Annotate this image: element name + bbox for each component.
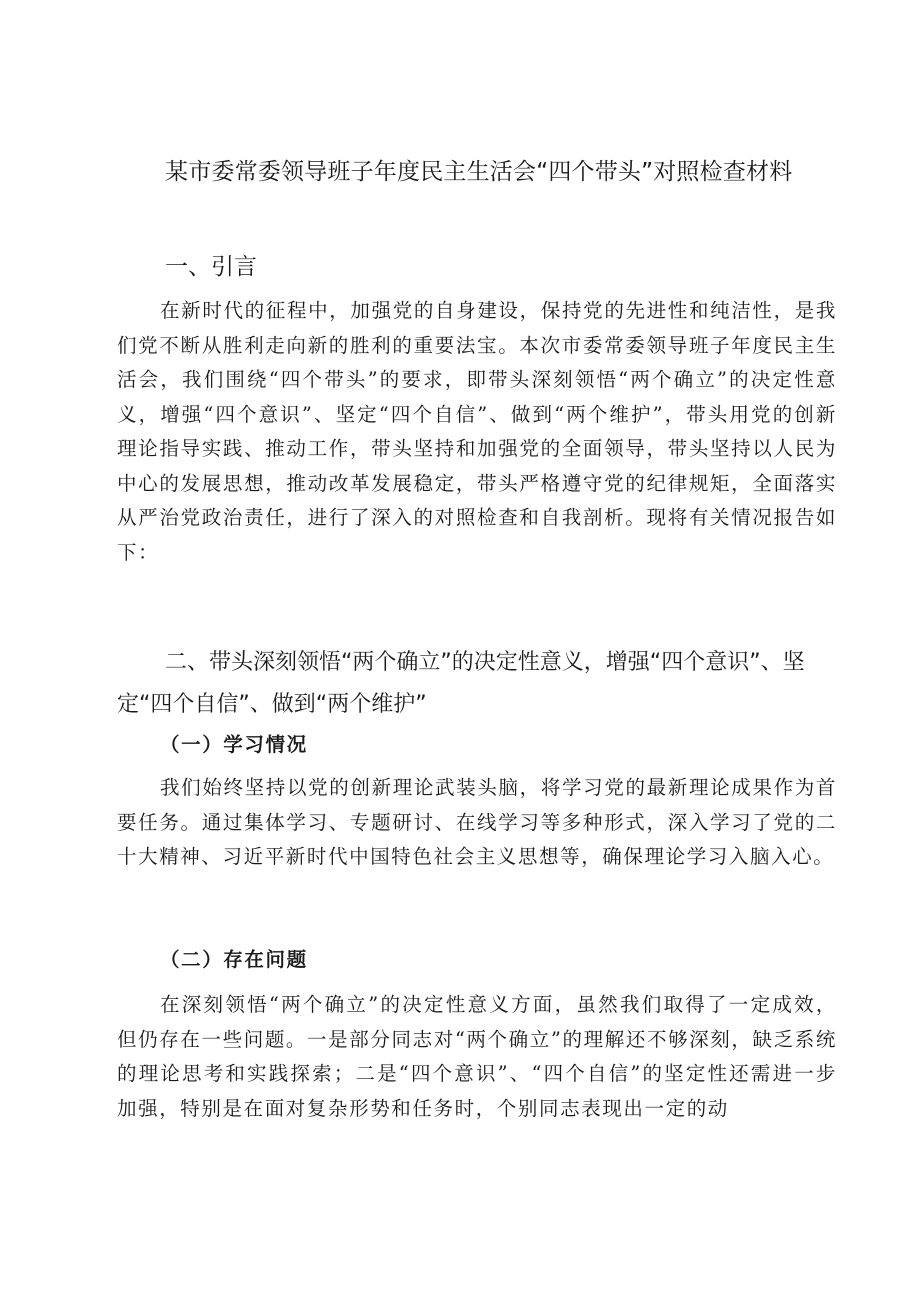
document-title: 某市委常委领导班子年度民主生活会“四个带头”对照检查材料 — [165, 159, 793, 185]
subsection-heading-study: （一）学习情况 — [160, 733, 308, 756]
section-heading-two-establishments: 二、带头深刻领悟“两个确立”的决定性意义，增强“四个意识”、坚定“四个自信”、做到“两个维护” — [117, 650, 805, 717]
section-heading-introduction: 一、引言 — [165, 254, 257, 280]
study-paragraph: 我们始终坚持以党的创新理论武装头脑，将学习党的最新理论成果作为首要任务。通过集体学习、专题研讨、在线学习等多种形式，深入学习了党的二十大精神、习近平新时代中国特色社会主义思想等，确保理论学习入脑入心。 — [117, 776, 837, 868]
introduction-paragraph: 在新时代的征程中，加强党的自身建设，保持党的先进性和纯洁性，是我们党不断从胜利走向新的胜利的重要法宝。本次市委常委领导班子年度民主生活会，我们围绕“四个带头”的要求，即带头深刻领悟“两个确立”的决定性意义，增强“四个意识”、坚定“四个自信”、做到“两个维护”，带头用党的创新理论指导实践、推动工作，带头坚持和加强党的全面领导，带头坚持以人民为中心的发展思想，推动改革发展稳定，带头严格遵守党的纪律规矩，全面落实从严治党政治责任，进行了深入的对照检查和自我剖析。现将有关情况报告如下： — [117, 299, 837, 564]
problems-paragraph: 在深刻领悟“两个确立”的决定性意义方面，虽然我们取得了一定成效，但仍存在一些问题。一是部分同志对“两个确立”的理解还不够深刻，缺乏系统的理论思考和实践探索；二是“四个意识”、“四个自信”的坚定性还需进一步加强，特别是在面对复杂形势和任务时，个别同志表现出一定的动 — [117, 993, 837, 1120]
subsection-heading-problems: （二）存在问题 — [160, 948, 308, 971]
